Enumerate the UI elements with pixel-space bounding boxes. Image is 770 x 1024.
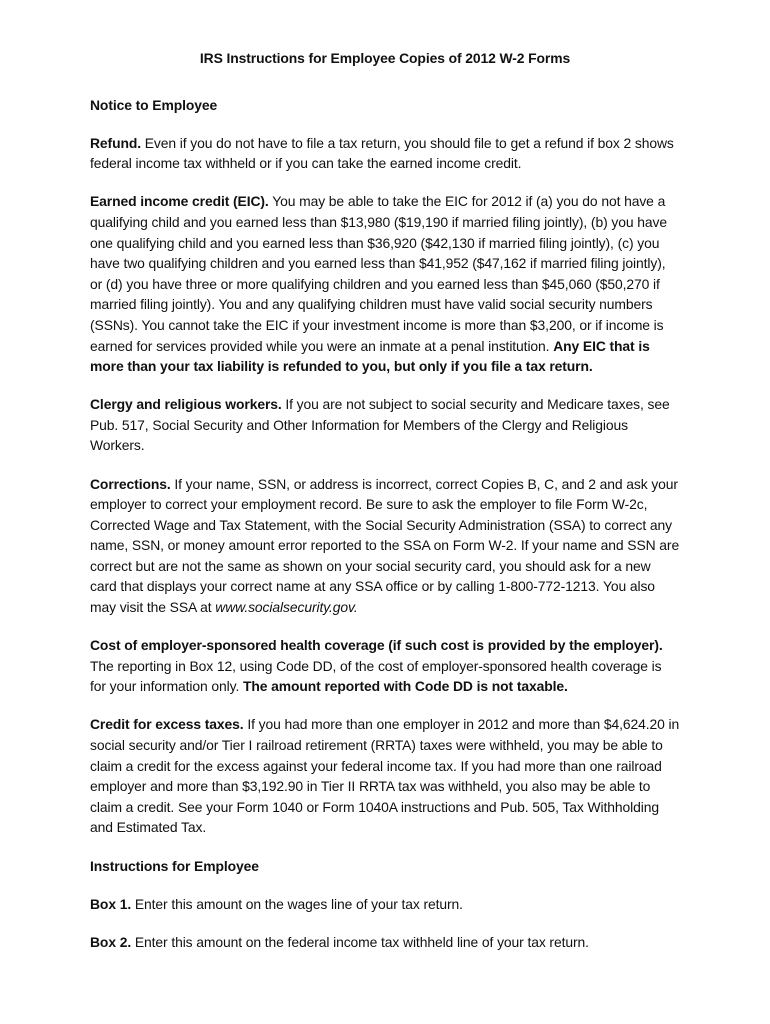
document-body — [90, 95, 680, 953]
paragraph-instructions-heading — [90, 856, 680, 877]
body-text: You may be able to take the EIC for 2012 if (a) you do not have a qualifying child and you earned less than $13,980 ($19,190 if married filing jointly), (b) you have one qualifying child and you earned less than $36,920 ($42,130 if married filing jointly), (c) you have two qualifying children and you earned less than $41,952 ($47,162 if married filing jointly), or (d) you have three or more qualifying children and you earned less than $45,060 ($50,270 if married filing jointly). You and any qualifying children must have valid social security numbers (SSNs). You cannot take the EIC if your investment income is more than $3,200, or if income is earned for services provided while you were an inmate at a penal institution. — [90, 193, 667, 354]
paragraph-health-coverage — [90, 635, 680, 697]
document-title: IRS Instructions for Employee Copies of 2012 W-2 Forms — [199, 50, 571, 66]
italic-link-text: www.socialsecurity.gov. — [215, 599, 358, 616]
bold-text: Any EIC that is more than your tax liability is refunded to you, but only if you file a tax return. — [90, 337, 650, 375]
bold-text: Earned income credit (EIC). — [90, 193, 269, 210]
bold-text: Box 2. — [90, 933, 132, 950]
body-text: If you had more than one employer in 2012 and more than $4,624.20 in social security and/or Tier I railroad retirement (RRTA) taxes were withheld, you may be able to claim a credit for the excess against your federal income tax. If you had more than one railroad employer and more than $3,192.90 in Tier II RRTA tax was withheld, you also may be able to claim a credit. See your Form 1040 or Form 1040A instructions and Pub. 505, Tax Withholding and Estimated Tax. — [90, 716, 680, 836]
paragraph-corrections — [90, 474, 680, 618]
paragraph-clergy — [90, 394, 680, 456]
body-text: The reporting in Box 12, using Code DD, of the cost of employer-sponsored health coverage is for your information only. — [90, 657, 662, 695]
body-text: If your name, SSN, or address is incorrect, correct Copies B, C, and 2 and ask your employer to correct your employment record. Be sure to ask the employer to file Form W-2c, Corrected Wage and Tax Statement, with the Social Security Administration (SSA) to correct any name, SSN, or money amount error reported to the SSA on Form W-2. If your name and SSN are correct but are not the same as shown on your social security card, you should ask for a new card that displays your correct name at any SSA office or by calling 1-800-772-1213. You also may visit the SSA at — [90, 475, 680, 616]
body-text: Enter this amount on the wages line of your tax return. — [131, 895, 463, 912]
bold-text: Instructions for Employee — [90, 857, 259, 874]
paragraph-notice-heading — [90, 95, 680, 116]
bold-text: Refund. — [90, 134, 141, 151]
bold-text: Box 1. — [90, 895, 132, 912]
bold-text: Notice to Employee — [90, 96, 218, 113]
body-text: Even if you do not have to file a tax return, you should file to get a refund if box 2 shows federal income tax withheld or if you can take the earned income credit. — [90, 134, 674, 172]
body-text: If you are not subject to social security and Medicare taxes, see Pub. 517, Social Security and Other Information for Members of the Clergy and Religious Workers. — [90, 396, 670, 454]
paragraph-box-2 — [90, 932, 680, 953]
bold-text: Clergy and religious workers. — [90, 396, 282, 413]
bold-text: Cost of employer-sponsored health coverage (if such cost is provided by the employer). — [90, 637, 663, 654]
paragraph-refund — [90, 133, 680, 174]
document-page — [90, 48, 680, 970]
bold-text: The amount reported with Code DD is not taxable. — [243, 678, 568, 695]
paragraph-excess-taxes — [90, 714, 680, 838]
body-text: Enter this amount on the federal income tax withheld line of your tax return. — [131, 933, 589, 950]
bold-text: Corrections. — [90, 475, 171, 492]
bold-text: Credit for excess taxes. — [90, 716, 244, 733]
paragraph-box-1 — [90, 894, 680, 915]
paragraph-earned-income-credit — [90, 191, 680, 376]
